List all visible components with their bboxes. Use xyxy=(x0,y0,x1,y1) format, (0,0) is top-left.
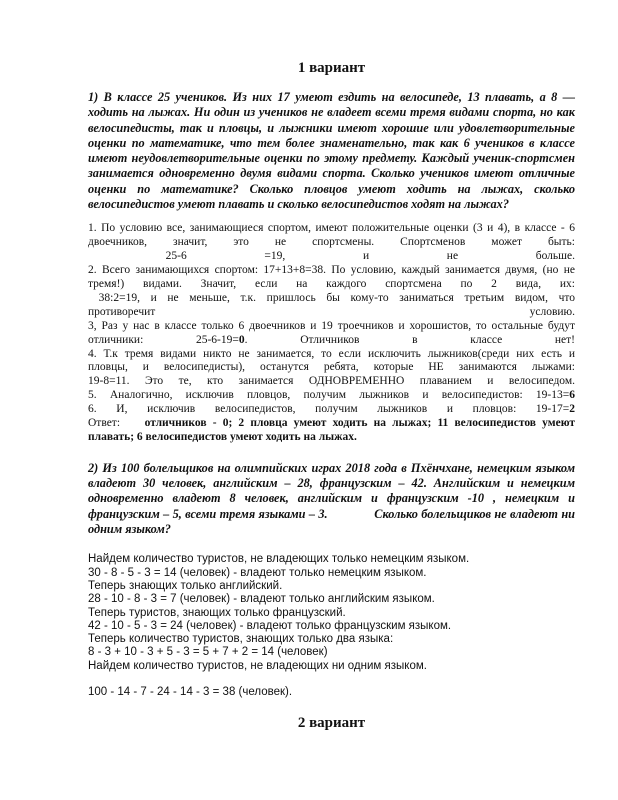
solution-2-line: Найдем количество туристов, не владеющих ни одним языком. xyxy=(88,659,427,672)
blank-line xyxy=(88,673,575,686)
solution-2-line: 30 - 8 - 5 - 3 = 14 (человек) - владеют только немецким языком. xyxy=(88,566,427,579)
solution-step-text: 5. Аналогично, исключив пловцов, получим лыжников и велосипедистов: 19-13= xyxy=(88,389,570,402)
section-title-variant-2: 2 вариант xyxy=(297,715,366,732)
solution-2-line: 8 - 3 + 10 - 3 + 5 - 3 = 5 + 7 + 2 = 14 (человек) xyxy=(88,646,328,659)
solution-1-line xyxy=(88,361,575,375)
solution-1-line xyxy=(88,264,575,278)
solution-1-line xyxy=(88,250,575,264)
solution-step-text: тремя!) видами. Значит, если на каждого спортсмена по 2 вида, их: xyxy=(88,278,575,290)
solution-1 xyxy=(88,222,575,445)
solution-step-text: двоечников, значит, это не спортсмены. Спортсменов может быть: xyxy=(88,236,575,249)
solution-1-line xyxy=(88,320,575,334)
solution-step-text: 38:2=19, и не меньше, т.к. пришлось бы кому-то заниматься третьим видом, что xyxy=(88,291,575,304)
answer-text: плавать; 6 велосипедистов умеют ходить на лыжах. xyxy=(88,430,357,443)
solution-1-line xyxy=(88,334,575,348)
solution-step-text: 1. По условию все, занимающиеся спортом, имеют положительные оценки (3 и 4), в классе - 6 xyxy=(88,222,575,235)
problem-1-statement: 1) В классе 25 учеников. Из них 17 умеют ездить на велосипеде, 13 плавать, а 8 — ходить на лыжах. Ни один из учеников не владеет всеми тремя видами спорта, но как велосипедисты, так и пловцы, и лыжники имеют хорошие или удовлетворительные оценки по математике, что тем более знаменательно, так как 6 учеников в классе имеют неудовлетворительные оценки по этому предмету. Каждый ученик-спортсмен занимается одновременно двумя видами спорта. Сколько учеников имеют отличные оценки по математике? Сколько пловцов умеют ходить на лыжах, сколько велосипедистов умеют плавать и сколько велосипедистов ходят на лыжах? xyxy=(88,90,575,212)
answer-line xyxy=(88,431,575,445)
solution-step-result: 2 xyxy=(569,403,575,416)
problem-2-statement: 2) Из 100 болельщиков на олимпийских играх 2018 года в Пхёнчхане, немецким языком владеют 30 человек, английским – 28, французским – 42. Английским и немецким одновременно владеют 8 человек, английским и французским -10 , немецким и французским – 5, всеми тремя языками – 3. Сколько болельщиков не владеют ни одним языком? xyxy=(88,460,575,537)
solution-1-line xyxy=(88,403,575,417)
solution-1-line xyxy=(88,278,575,292)
solution-2-final-line: 100 - 14 - 7 - 24 - 14 - 3 = 38 (человек). xyxy=(88,686,293,699)
solution-1-line xyxy=(88,236,575,250)
solution-2-line: Теперь знающих только английский. xyxy=(88,579,283,592)
section-title-variant-1: 1 вариант xyxy=(297,60,366,76)
solution-1-line xyxy=(88,348,575,362)
solution-2-line: Найдем количество туристов, не владеющих только немецким языком. xyxy=(88,553,470,566)
solution-step-text: 25-6 =19, и не больше. xyxy=(88,250,575,263)
solution-step-text: 2. Всего занимающихся спортом: 17+13+8=38. По условию, каждый занимается двумя, (но не xyxy=(88,264,575,277)
answer-label: Ответ: xyxy=(88,417,145,430)
solution-2-line: Теперь туристов, знающих только французский. xyxy=(88,606,346,619)
solution-1-line xyxy=(88,389,575,403)
solution-step-text: пловцы, и велосипедисты), останутся ребята, которые НЕ занимаются лыжами: xyxy=(88,361,575,374)
solution-step-text: противоречит условию. xyxy=(88,305,575,318)
solution-2-line: 42 - 10 - 5 - 3 = 24 (человек) - владеют только французским языком. xyxy=(88,619,452,632)
solution-1-line xyxy=(88,222,575,236)
solution-2-line: Теперь количество туристов, знающих только два языка: xyxy=(88,633,394,646)
solution-1-line xyxy=(88,306,575,320)
solution-step-text: 6. И, исключив велосипедистов, получим лыжников и пловцов: 19-17= xyxy=(88,403,570,416)
solution-1-line xyxy=(88,292,575,306)
solution-2-line: 28 - 10 - 8 - 3 = 7 (человек) - владеют только английским языком. xyxy=(88,593,435,606)
solution-step-result: 0 xyxy=(238,333,245,346)
answer-text: отличников - 0; 2 пловца умеют ходить на лыжах; 11 велосипедистов умеют xyxy=(144,417,575,430)
solution-step-text: 4. Т.к тремя видами никто не занимается, то если исключить лыжников(среди них есть и xyxy=(88,347,575,360)
solution-step-text: 3, Раз у нас в классе только 6 двоечников и 19 троечников и хорошистов, то остальные будут xyxy=(88,319,575,332)
solution-step-text: . Отличников в классе нет! xyxy=(244,333,576,346)
solution-1-line xyxy=(88,375,575,389)
solution-step-text: 19-8=11. Это те, кто занимается ОДНОВРЕМЕННО плаванием и велосипедом. xyxy=(88,375,575,388)
solution-step-result: 6 xyxy=(569,389,575,402)
solution-step-text: отличники: 25-6-19= xyxy=(88,333,239,346)
solution-2 xyxy=(88,553,575,699)
answer-line xyxy=(88,417,575,431)
